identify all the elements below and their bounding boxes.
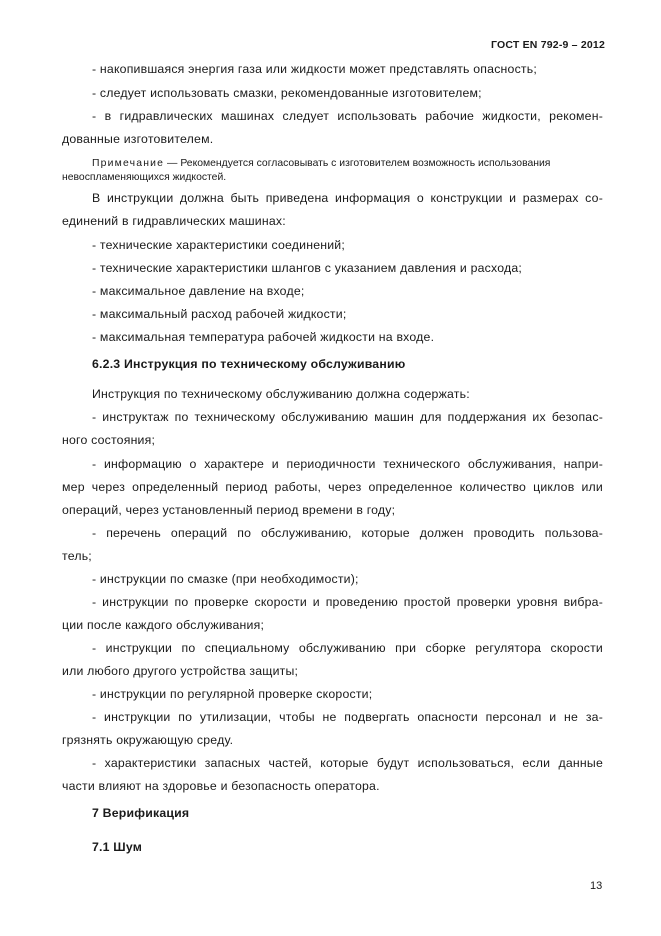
list-item: - максимальная температура рабочей жидкости на входе. (92, 330, 435, 344)
text-line: ции после каждого обслуживания; (62, 618, 265, 632)
list-item: - следует использовать смазки, рекомендованные изготовителем; (92, 86, 482, 100)
text-line: операций, через установленный период времени в году; (62, 503, 396, 517)
note-line (92, 158, 550, 169)
list-item: - перечень операций по обслуживанию, которые должен проводить пользова- (92, 526, 603, 540)
section-heading: 7 Верификация (92, 806, 190, 820)
list-item: - инструкции по смазке (при необходимости); (92, 572, 359, 586)
list-item: - характеристики запасных частей, которые будут использоваться, если данные (92, 756, 603, 770)
list-item: - накопившаяся энергия газа или жидкости может представлять опасность; (92, 62, 537, 76)
list-item: - максимальное давление на входе; (92, 284, 305, 298)
paragraph-line: Инструкция по техническому обслуживанию должна содержать: (92, 387, 470, 401)
list-item: - инструктаж по техническому обслуживанию машин для поддержания их безопас- (92, 410, 603, 424)
note-text: — Рекомендуется согласовывать с изготовителем возможность использования (164, 158, 551, 169)
text-line: грязнять окружающую среду. (62, 733, 234, 747)
section-heading: 6.2.3 Инструкция по техническому обслуживанию (92, 357, 406, 371)
text-line: единений в гидравлических машинах: (62, 214, 286, 228)
list-item: - технические характеристики шлангов с указанием давления и расхода; (92, 261, 523, 275)
text-line: мер через определенный период работы, через определенное количество циклов или (62, 480, 603, 494)
text-line: или любого другого устройства защиты; (62, 664, 299, 678)
text-line: дованные изготовителем. (62, 132, 214, 146)
list-item: - инструкции по регулярной проверке скорости; (92, 687, 373, 701)
list-item: - максимальный расход рабочей жидкости; (92, 307, 347, 321)
list-item: - инструкции по специальному обслуживанию при сборке регулятора скорости (92, 641, 603, 655)
text-line: части влияют на здоровье и безопасность оператора. (62, 779, 380, 793)
list-item: - инструкции по проверке скорости и проведению простой проверки уровня вибра- (92, 595, 603, 609)
list-item: - инструкции по утилизации, чтобы не подвергать опасности персонал и не за- (92, 710, 603, 724)
note-label: Примечание (92, 158, 165, 169)
subsection-heading: 7.1 Шум (92, 840, 143, 854)
document-code: ГОСТ EN 792-9 – 2012 (490, 39, 605, 51)
paragraph-line: В инструкции должна быть приведена информация о конструкции и размерах со- (92, 191, 603, 205)
text-line: тель; (62, 549, 92, 563)
page-number: 13 (590, 880, 603, 892)
note-line: невоспламеняющихся жидкостей. (62, 172, 227, 183)
list-item: - технические характеристики соединений; (92, 238, 345, 252)
list-item: - в гидравлических машинах следует использовать рабочие жидкости, рекомен- (92, 109, 603, 123)
list-item: - информацию о характере и периодичности технического обслуживания, напри- (92, 457, 603, 471)
text-line: ного состояния; (62, 433, 156, 447)
